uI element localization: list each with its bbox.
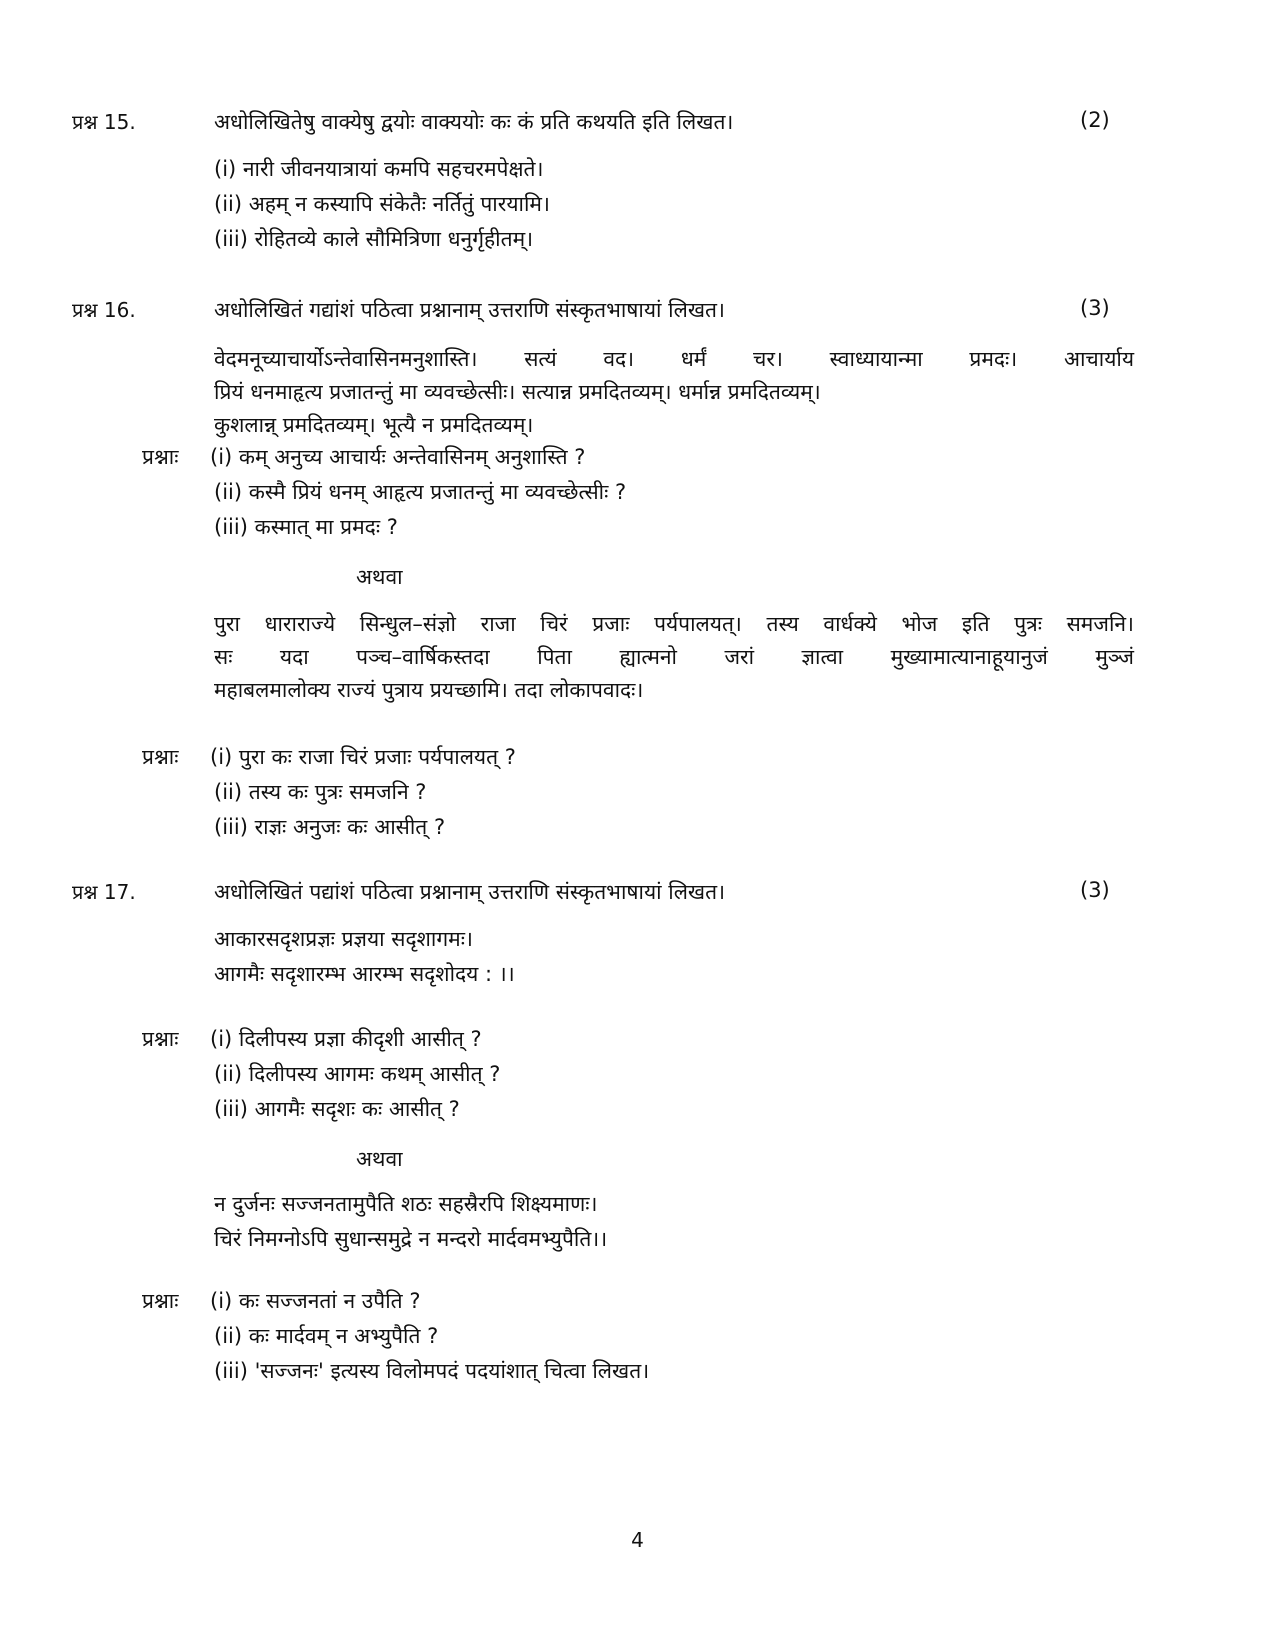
questions-label: प्रश्नाः xyxy=(142,1027,179,1051)
passage-line: प्रियं धनमाहृत्य प्रजातन्तुं मा व्यवच्छेत्सीः। सत्यान्न प्रमदितव्यम्। धर्मान्न प्रमदितव्यम्। xyxy=(214,380,821,404)
sub-question: (i) कः सज्जनतां न उपैति ? xyxy=(210,1289,421,1313)
verse-line: आकारसदृशप्रज्ञः प्रज्ञया सदृशागमः। xyxy=(214,927,473,951)
marks-label: (3) xyxy=(1080,296,1110,320)
passage-line: सः यदा पञ्च–वार्षिकस्तदा पिता ह्यात्मनो जरां ज्ञात्वा मुख्यामात्यानाहूयानुजं मुञ्जं xyxy=(214,645,1134,669)
passage-line: पुरा धाराराज्ये सिन्धुल–संज्ञो राजा चिरं प्रजाः पर्यपालयत्। तस्य वार्धक्ये भोज इति पुत्रः समजनि। xyxy=(214,612,1134,636)
question-instruction: अधोलिखितं पद्यांशं पठित्वा प्रश्नानाम् उत्तराणि संस्कृतभाषायां लिखत। xyxy=(214,880,726,904)
q15-item: (i) नारी जीवनयात्रायां कमपि सहचरमपेक्षते। xyxy=(214,157,544,181)
passage-line: कुशलान्न् प्रमदितव्यम्। भूत्यै न प्रमदितव्यम्। xyxy=(214,413,534,437)
sub-question: (i) कम् अनुच्य आचार्यः अन्तेवासिनम् अनुशास्ति ? xyxy=(210,445,586,469)
verse-line: चिरं निमग्नोऽपि सुधान्समुद्रे न मन्दरो मार्दवमभ्युपैति।। xyxy=(214,1227,608,1251)
q15-item: (iii) रोहितव्ये काले सौमित्रिणा धनुर्गृहीतम्। xyxy=(214,227,534,251)
sub-question: (iii) 'सज्जनः' इत्यस्य विलोमपदं पदयांशात् चित्वा लिखत। xyxy=(214,1359,650,1383)
prose-passage-2 xyxy=(214,608,1134,707)
verse-line: न दुर्जनः सज्जनतामुपैति शठः सहस्रैरपि शिक्ष्यमाणः। xyxy=(214,1192,598,1216)
sub-question: (ii) कस्मै प्रियं धनम् आहृत्य प्रजातन्तुं मा व्यवच्छेत्सीः ? xyxy=(214,480,627,504)
questions-label: प्रश्नाः xyxy=(142,745,179,769)
question-number: प्रश्न 16. xyxy=(72,298,136,322)
question-number: प्रश्न 15. xyxy=(72,110,136,134)
question-instruction: अधोलिखितेषु वाक्येषु द्वयोः वाक्ययोः कः कं प्रति कथयति इति लिखत। xyxy=(214,110,734,134)
question-instruction: अधोलिखितं गद्यांशं पठित्वा प्रश्नानाम् उत्तराणि संस्कृतभाषायां लिखत। xyxy=(214,298,725,322)
marks-label: (2) xyxy=(1080,108,1110,132)
sub-question: (ii) तस्य कः पुत्रः समजनि ? xyxy=(214,780,427,804)
q15-item: (ii) अहम् न कस्यापि संकेतैः नर्तितुं पारयामि। xyxy=(214,192,550,216)
question-number: प्रश्न 17. xyxy=(72,880,136,904)
verse-line: आगमैः सदृशारम्भ आरम्भ सदृशोदय : ।। xyxy=(214,962,515,986)
passage-line: महाबलमालोक्य राज्यं पुत्राय प्रयच्छामि। तदा लोकापवादः। xyxy=(214,678,644,702)
passage-line: वेदमनूच्याचार्योऽन्तेवासिनमनुशास्ति। सत्यं वद। धर्मं चर। स्वाध्यायान्मा प्रमदः। आचार्याय xyxy=(214,347,1134,371)
questions-label: प्रश्नाः xyxy=(142,445,179,469)
prose-passage-1 xyxy=(214,343,1134,442)
sub-question: (i) दिलीपस्य प्रज्ञा कीदृशी आसीत् ? xyxy=(210,1027,482,1051)
sub-question: (iii) राज्ञः अनुजः कः आसीत् ? xyxy=(214,815,446,839)
page-number: 4 xyxy=(631,1528,644,1552)
sub-question: (ii) कः मार्दवम् न अभ्युपैति ? xyxy=(214,1324,439,1348)
or-label: अथवा xyxy=(356,565,403,589)
sub-question: (ii) दिलीपस्य आगमः कथम् आसीत् ? xyxy=(214,1062,501,1086)
sub-question: (i) पुरा कः राजा चिरं प्रजाः पर्यपालयत् ? xyxy=(210,745,516,769)
sub-question: (iii) आगमैः सदृशः कः आसीत् ? xyxy=(214,1097,460,1121)
marks-label: (3) xyxy=(1080,878,1110,902)
sub-question: (iii) कस्मात् मा प्रमदः ? xyxy=(214,515,398,539)
questions-label: प्रश्नाः xyxy=(142,1289,179,1313)
or-label: अथवा xyxy=(356,1147,403,1171)
